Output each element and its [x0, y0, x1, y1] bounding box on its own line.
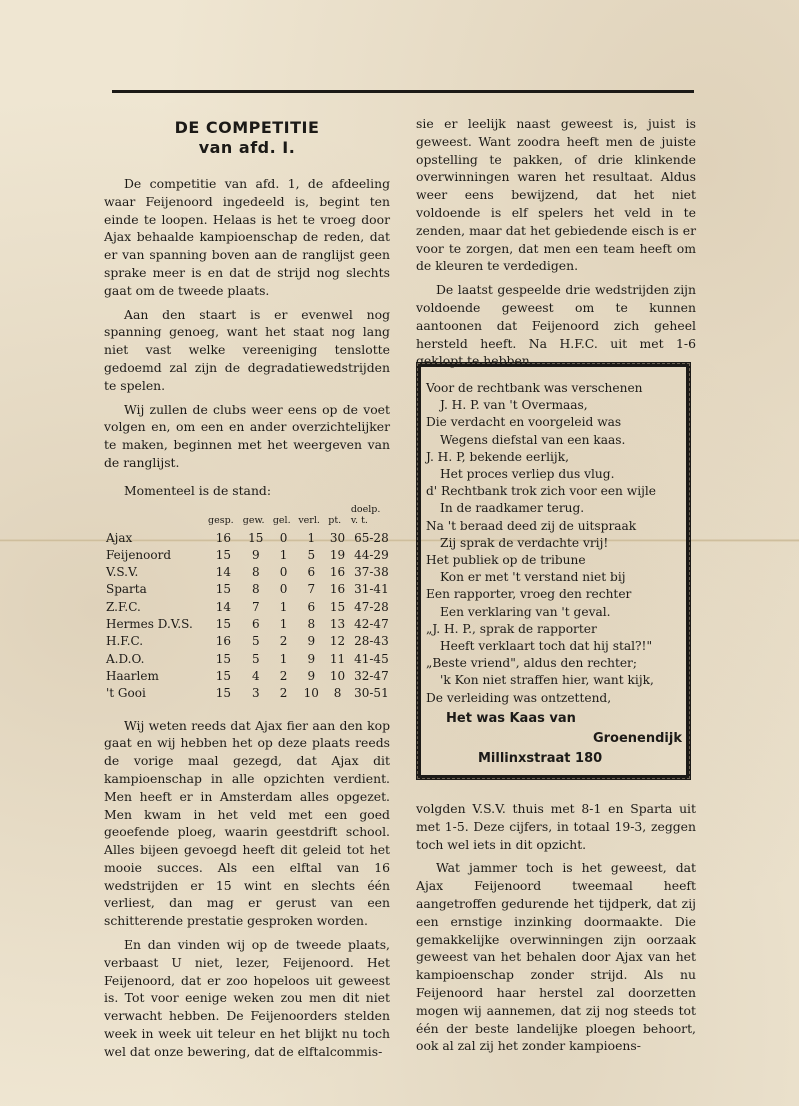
table-row — [104, 668, 394, 685]
header-doelp-top: doelp. — [350, 503, 381, 515]
paragraph: De laatst gespeelde drie wedstrijden zijn voldoende geweest om te kunnen aantoonen dat Feijenoord zich geheel hersteld heeft. Na H.F.C. uit met 1-6 geklopt te hebben, — [416, 282, 696, 369]
left-column — [104, 115, 390, 1067]
cell-gesp: 15 — [215, 547, 231, 562]
cell-gesp: 15 — [215, 686, 231, 701]
cell-club: Ajax — [106, 530, 133, 545]
advert-poem — [426, 380, 688, 707]
cell-pt: 12 — [329, 634, 346, 649]
header-gel: gel. — [272, 514, 291, 526]
cell-club: 't Gooi — [106, 686, 146, 701]
cell-pt: 15 — [329, 599, 346, 614]
cell-gew: 9 — [251, 547, 260, 562]
cell-gew: 8 — [251, 582, 260, 597]
header-doelp-bottom: v. t. — [350, 514, 368, 526]
paragraph: Wij weten reeds dat Ajax fier aan den kop gaat en wij hebben het op deze plaats reeds de vorige maal gezegd, dat Ajax dit kampioenschap in alle opzichten verdient. Men heeft er in Amsterdam alles opgezet. Men kwam in het veld met een goed geoefende ploeg, waarin geestdrift school. Alles bijeen gevoegd heeft dit geleid tot het mooie succes. Als een elftal van 16 wedstrijden er 15 wint en slechts één verliest, dan mag er gerust van een schitterende prestatie gesproken worden. — [104, 717, 390, 929]
advert-content — [426, 380, 688, 769]
cell-doelp: 47-28 — [354, 599, 389, 614]
cell-club: A.D.O. — [106, 651, 145, 666]
cell-gel: 1 — [279, 599, 288, 614]
paragraph: De competitie van afd. 1, de afdeeling waar Feijenoord ingedeeld is, begint ten einde te loopen. Helaas is het te vroeg door Ajax behaalde kampioenschap de reden, dat er van spanning boven aan de ranglijst geen sprake meer is en dat de strijd nog slechts gaat om de tweede plaats. — [104, 176, 390, 298]
table-row — [104, 547, 394, 564]
header-verl: verl. — [298, 514, 320, 526]
cell-gew: 4 — [251, 668, 260, 683]
cell-club: Hermes D.V.S. — [106, 617, 193, 632]
header-pt: pt. — [328, 514, 342, 526]
cell-club: Haarlem — [106, 668, 159, 683]
cell-pt: 30 — [329, 530, 346, 545]
paragraph: Wij zullen de clubs weer eens op de voet volgen en, om een en ander overzichtelijker te maken, beginnen met het weergeven van de ranglijst. — [104, 401, 390, 470]
cell-verl: 8 — [307, 617, 316, 632]
cell-gesp: 16 — [215, 530, 231, 545]
cell-club: Feijenoord — [106, 547, 172, 562]
article-subtitle: van afd. I. — [198, 138, 296, 157]
poem-line: Kon er met 't verstand niet bij — [440, 570, 626, 585]
cell-pt: 13 — [329, 617, 346, 632]
paragraph: sie er leelijk naast geweest is, juist is geweest. Want zoodra heeft men de juiste opstelling te pakken, of drie klinkende overwinningen waren het resultaat. Aldus weer eens bewijzend, dat het niet voldoende is elf spelers het veld in te zenden, maar dat het gebiedende eisch is er voor te zorgen, dat men een team heeft om de kleuren te verdedigen. — [416, 116, 696, 274]
table-row — [104, 530, 394, 547]
poem-line: Zij sprak de verdachte vrij! — [440, 535, 609, 550]
cell-club: H.F.C. — [106, 634, 144, 649]
cell-pt: 8 — [333, 686, 342, 701]
right-column-lower — [416, 800, 696, 1061]
cell-doelp: 65-28 — [354, 530, 389, 545]
poem-line: Het publiek op de tribune — [426, 553, 586, 568]
table-row — [104, 581, 394, 598]
cell-pt: 19 — [329, 547, 346, 562]
poem-line: J. H. P. van 't Overmaas, — [440, 398, 588, 413]
cell-gel: 1 — [279, 651, 288, 666]
cell-verl: 9 — [307, 668, 316, 683]
cell-gesp: 15 — [215, 617, 231, 632]
cell-pt: 16 — [329, 565, 346, 580]
cell-club: Z.F.C. — [106, 599, 141, 614]
cell-gel: 1 — [279, 547, 288, 562]
cell-doelp: 32-47 — [354, 668, 389, 683]
article-title: DE COMPETITIE — [174, 118, 320, 137]
poem-line: Voor de rechtbank was verschenen — [426, 381, 643, 395]
table-row — [104, 685, 394, 702]
poem-line: Heeft verklaart toch dat hij stal?!" — [440, 639, 653, 654]
table-row — [104, 633, 394, 650]
poem-line: d' Rechtbank trok zich voor een wijle — [426, 484, 656, 499]
cell-pt: 10 — [329, 668, 346, 683]
advert-line-1: Het was Kaas van — [446, 710, 576, 726]
poem-line: „J. H. P., sprak de rapporter — [426, 621, 597, 636]
cell-gel: 2 — [279, 634, 288, 649]
poem-line: Het proces verliep dus vlug. — [440, 467, 615, 482]
paragraph: Wat jammer toch is het geweest, dat Ajax Feijenoord tweemaal heeft aangetroffen gedurende het tijdperk, dat zij een ernstige inzinking doormaakte. Die gemakkelijke overwinningen zijn oorzaak geweest van het behalen door Ajax van het kampioenschap zonder strijd. Als nu Feijenoord haar herstel zal doorzetten mogen wij aannemen, dat zij nog steeds tot één der beste landelijke ploegen behoort, ook al zal zij het zonder kampioens- — [416, 860, 696, 1054]
header-gesp: gesp. — [208, 514, 234, 526]
cell-verl: 6 — [307, 565, 316, 580]
top-rule — [112, 90, 694, 93]
paragraph: volgden V.S.V. thuis met 8-1 en Sparta uit met 1-5. Deze cijfers, in totaal 19-3, zeggen toch wel iets in dit opzicht. — [416, 801, 696, 852]
right-column — [416, 115, 696, 376]
cell-gew: 7 — [251, 599, 260, 614]
cell-gew: 15 — [248, 530, 264, 545]
table-row — [104, 651, 394, 668]
poem-line: „Beste vriend", aldus den rechter; — [426, 656, 637, 671]
cell-doelp: 44-29 — [354, 547, 389, 562]
cell-gew: 5 — [251, 634, 260, 649]
poem-line: J. H. P, bekende eerlijk, — [426, 449, 569, 464]
poem-line: Een verklaring van 't geval. — [440, 604, 611, 619]
cell-verl: 9 — [307, 634, 316, 649]
cell-gel: 0 — [279, 582, 288, 597]
cell-verl: 10 — [303, 686, 319, 701]
cell-verl: 6 — [307, 599, 316, 614]
cell-gesp: 15 — [215, 668, 231, 683]
cell-doelp: 31-41 — [354, 582, 389, 597]
cell-doelp: 41-45 — [354, 651, 389, 666]
table-row — [104, 599, 394, 616]
cell-gesp: 16 — [215, 634, 231, 649]
poem-line: De verleiding was ontzettend, — [426, 690, 612, 705]
cell-gel: 1 — [279, 617, 288, 632]
cell-gew: 5 — [251, 651, 260, 666]
cell-gesp: 14 — [215, 565, 231, 580]
stand-label: Momenteel is de stand: — [124, 482, 272, 498]
cell-doelp: 30-51 — [354, 686, 389, 701]
poem-line: In de raadkamer terug. — [440, 501, 585, 516]
cell-gesp: 15 — [215, 582, 231, 597]
cell-doelp: 28-43 — [354, 634, 389, 649]
cell-gew: 8 — [251, 565, 260, 580]
cell-gel: 0 — [279, 530, 288, 545]
cell-gel: 0 — [279, 565, 288, 580]
paragraph: En dan vinden wij op de tweede plaats, verbaast U niet, lezer, Feijenoord. Het Feijenoord, dat er zoo hopeloos uit geweest is. Tot voor eenige weken zou men dit niet verwacht hebben. De Feijenoorders stelden week in week uit teleur en het blijkt nu toch wel dat onze bewering, dat de elftalcommis- — [104, 937, 390, 1059]
cell-doelp: 37-38 — [354, 565, 389, 580]
cell-doelp: 42-47 — [354, 617, 389, 632]
cell-verl: 5 — [307, 547, 316, 562]
cell-gel: 2 — [279, 686, 288, 701]
poem-line: Die verdacht en voorgeleid was — [426, 415, 622, 430]
poem-line: Wegens diefstal van een kaas. — [440, 432, 626, 447]
cell-gel: 2 — [279, 668, 288, 683]
advert-address: Millinxstraat 180 — [478, 750, 603, 766]
standings-header-row — [104, 504, 394, 530]
poem-line: Na 't beraad deed zij de uitspraak — [426, 518, 637, 533]
cell-verl: 7 — [307, 582, 316, 597]
cell-club: Sparta — [106, 582, 147, 597]
cell-gew: 6 — [251, 617, 260, 632]
cell-pt: 11 — [329, 651, 346, 666]
poem-line: Een rapporter, vroeg den rechter — [426, 587, 632, 602]
table-row — [104, 564, 394, 581]
cell-verl: 9 — [307, 651, 316, 666]
paragraph: Aan den staart is er evenwel nog spanning genoeg, want het staat nog lang niet vast welke vereeniging tenslotte gedoemd zal zijn de degradatiewedstrijden te spelen. — [104, 306, 390, 393]
cell-gew: 3 — [251, 686, 260, 701]
cell-gesp: 14 — [215, 599, 231, 614]
cell-gesp: 15 — [215, 651, 231, 666]
advert-line-2: Groenendijk — [592, 730, 682, 746]
standings-table — [104, 504, 394, 703]
cell-pt: 16 — [329, 582, 346, 597]
cell-verl: 1 — [307, 530, 316, 545]
table-row — [104, 616, 394, 633]
header-doelp — [349, 504, 394, 530]
header-gew: gew. — [242, 514, 265, 526]
poem-line: 'k Kon niet straffen hier, want kijk, — [440, 673, 654, 688]
cell-club: V.S.V. — [106, 565, 139, 580]
